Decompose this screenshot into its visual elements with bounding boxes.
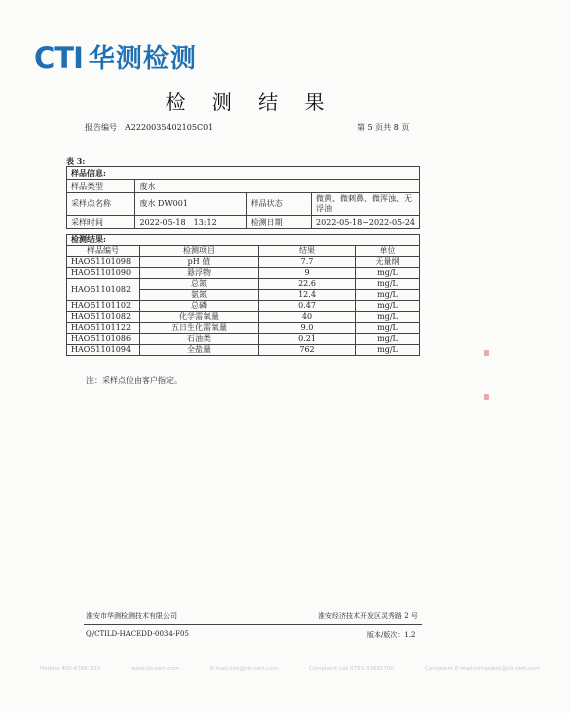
company-name: 淮安市华测检测技术有限公司 [86, 612, 177, 620]
sample-info-header: 样品信息: [67, 167, 420, 180]
test-item: 氨氮 [140, 290, 259, 301]
complaint-email-text: Complaint E-mail:complaint@cti-cert.com [425, 666, 540, 672]
table-row [67, 268, 420, 279]
footnote: 注：采样点位由客户指定。 [86, 376, 182, 385]
sample-id: HAO51101082 [67, 312, 140, 323]
website-text: www.cti-cert.com [131, 666, 180, 672]
test-result: 762 [259, 345, 356, 356]
table-row [67, 312, 420, 323]
table-row [67, 257, 420, 268]
report-number [85, 122, 221, 133]
document-code: Q/CTILD-HACEDD-0034-F05 [86, 630, 189, 638]
sample-state-label: 样品状态 [246, 193, 311, 216]
report-number-value: A2220035402105C01 [125, 123, 214, 132]
test-item: 五日生化需氧量 [140, 323, 259, 334]
version-number: 版本/版次：1.2 [367, 631, 416, 639]
test-result: 22.6 [259, 279, 356, 290]
col-header-unit: 单位 [356, 246, 420, 257]
sample-type-value: 废水 [135, 180, 420, 193]
test-unit: mg/L [356, 301, 420, 312]
table-row [67, 334, 420, 345]
sampling-point-value: 废水 DW001 [135, 193, 246, 216]
test-item: 全盐量 [140, 345, 259, 356]
test-unit: mg/L [356, 345, 420, 356]
test-unit: 无量纲 [356, 257, 420, 268]
sample-id: HAO51101090 [67, 268, 140, 279]
test-item: 总磷 [140, 301, 259, 312]
test-item: 总氮 [140, 279, 259, 290]
test-item: 悬浮物 [140, 268, 259, 279]
sample-id: HAO51101102 [67, 301, 140, 312]
sample-info-table [66, 166, 420, 229]
test-unit: mg/L [356, 312, 420, 323]
sample-id: HAO51101086 [67, 334, 140, 345]
test-item: 化学需氧量 [140, 312, 259, 323]
seal-stamp-edge [484, 350, 490, 420]
logo-brand: CTI [34, 41, 83, 75]
sample-id: HAO51101098 [67, 257, 140, 268]
test-result: 0.21 [259, 334, 356, 345]
test-result: 0.47 [259, 301, 356, 312]
sample-id: HAO51101082 [67, 279, 140, 301]
sample-type-label: 样品类型 [67, 180, 135, 193]
test-unit: mg/L [356, 334, 420, 345]
test-item: pH 值 [140, 257, 259, 268]
sampling-time-value: 2022-05-18 13:12 [135, 216, 246, 229]
test-result: 12.4 [259, 290, 356, 301]
footer-divider [84, 624, 422, 625]
results-header: 检测结果: [67, 235, 420, 246]
company-address: 淮安经济技术开发区灵秀路 2 号 [318, 612, 418, 620]
test-unit: mg/L [356, 279, 420, 290]
report-number-label: 报告编号 [85, 123, 117, 132]
test-unit: mg/L [356, 268, 420, 279]
email-text: E-mail:info@cti-cert.com [210, 666, 278, 672]
test-result: 9.0 [259, 323, 356, 334]
contact-watermark [40, 666, 540, 672]
logo-name: 华测检测 [88, 43, 197, 74]
company-logo [34, 41, 197, 75]
page-number: 第 5 页共 8 页 [357, 123, 410, 132]
page-title: 检 测 结 果 [165, 90, 335, 114]
sampling-time-label: 采样时间 [67, 216, 135, 229]
test-unit: mg/L [356, 323, 420, 334]
test-result: 9 [259, 268, 356, 279]
sample-id: HAO51101122 [67, 323, 140, 334]
table-row [67, 301, 420, 312]
test-result: 7.7 [259, 257, 356, 268]
test-result: 40 [259, 312, 356, 323]
test-date-value: 2022-05-18~2022-05-24 [312, 216, 420, 229]
table-row [67, 345, 420, 356]
complaint-call-text: Complaint call 0755-33681700 [309, 666, 395, 672]
col-header-item: 检测项目 [140, 246, 259, 257]
table-row [67, 279, 420, 290]
results-table [66, 234, 420, 356]
sample-id: HAO51101094 [67, 345, 140, 356]
test-item: 石油类 [140, 334, 259, 345]
table-label: 表 3: [66, 156, 86, 166]
col-header-result: 结果 [259, 246, 356, 257]
sample-state-value: 微黄、微刺鼻、微浑浊、无浮油 [312, 193, 420, 216]
sampling-point-label: 采样点名称 [67, 193, 135, 216]
test-unit: mg/L [356, 290, 420, 301]
table-row [67, 323, 420, 334]
test-date-label: 检测日期 [246, 216, 311, 229]
col-header-id: 样品编号 [67, 246, 140, 257]
hotline-text: Hotline 400-6788-333 [40, 666, 101, 672]
